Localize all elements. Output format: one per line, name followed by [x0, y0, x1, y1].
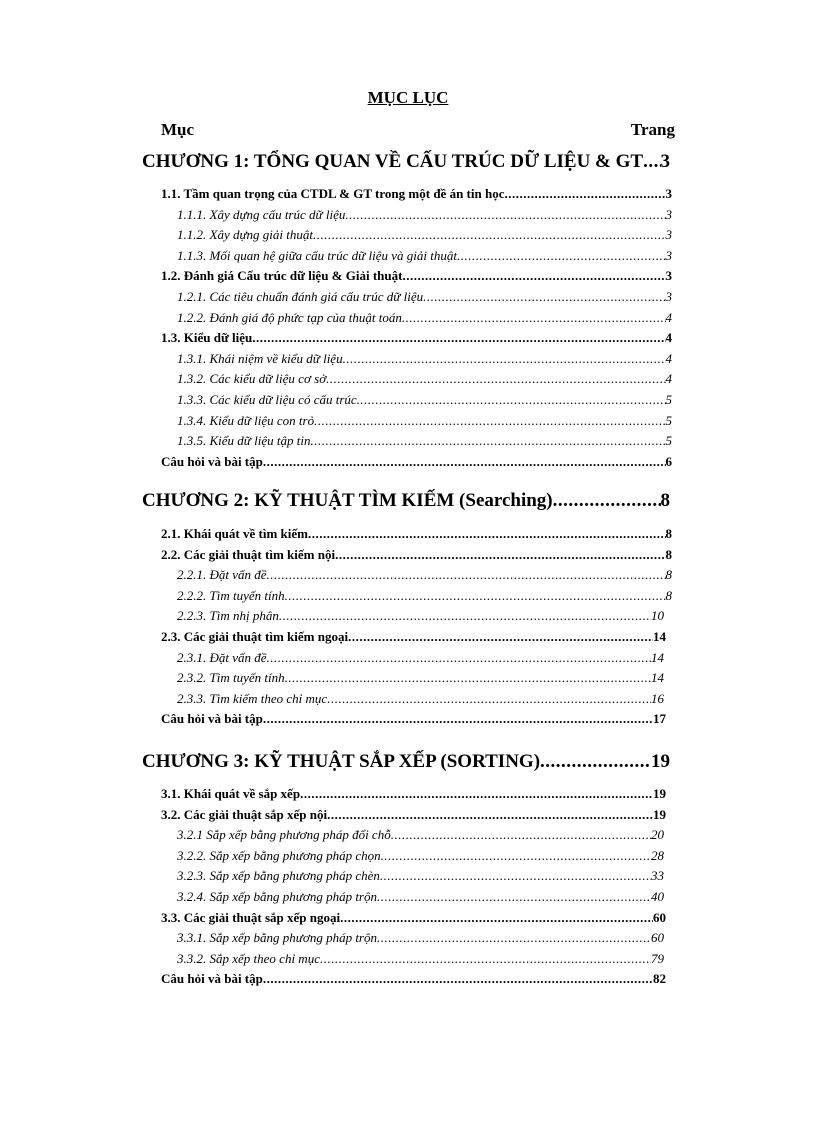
dot-leader: [643, 149, 660, 175]
toc-section-entry[interactable]: [161, 785, 666, 803]
toc-section-entry[interactable]: [161, 185, 672, 203]
entry-title: 1.1. Tầm quan trọng của CTDL & GT trong một đề án tin học: [161, 186, 505, 201]
toc-subsection-entry[interactable]: [177, 309, 672, 327]
entry-page-number: 16: [651, 690, 664, 706]
dot-leader: [391, 826, 651, 844]
entry-page-number: 4: [665, 309, 672, 325]
toc-title: MỤC LỤC: [367, 88, 449, 107]
dot-leader: [335, 546, 665, 564]
dot-leader: [340, 909, 653, 927]
dot-leader: [348, 628, 653, 646]
dot-leader: [457, 247, 666, 265]
entry-page-number: 3: [665, 247, 672, 263]
entry-title: 2.3. Các giải thuật tìm kiếm ngoại: [161, 629, 349, 644]
entry-page-number: 33: [651, 868, 664, 884]
toc-subsection-entry[interactable]: [177, 432, 672, 450]
toc-subsection-entry[interactable]: [177, 206, 672, 224]
dot-leader: [263, 970, 653, 988]
entry-title: 1.2. Đánh giá Cấu trúc dữ liệu & Giải thuật: [161, 268, 403, 284]
entry-page-number: 17: [653, 711, 666, 727]
entry-title: 2.3.3. Tìm kiếm theo chỉ mục: [177, 690, 328, 706]
entry-page-number: 79: [651, 950, 664, 966]
dot-leader: [310, 432, 665, 450]
dot-leader: [313, 226, 666, 244]
toc-subsection-entry[interactable]: [177, 391, 672, 409]
toc-subsection-entry[interactable]: [177, 826, 664, 844]
toc-section-entry[interactable]: [161, 546, 672, 564]
toc-subsection-entry[interactable]: [177, 867, 664, 885]
dot-leader: [553, 488, 661, 514]
dot-leader: [377, 929, 651, 947]
toc-subsection-entry[interactable]: [177, 370, 672, 388]
dot-leader: [279, 607, 651, 625]
dot-leader: [314, 412, 665, 430]
entry-page-number: 8: [665, 587, 672, 603]
entry-page-number: 4: [665, 371, 672, 387]
entry-title: 3.3.2. Sắp xếp theo chỉ mục: [177, 950, 320, 966]
toc-subsection-entry[interactable]: [177, 649, 664, 667]
dot-leader: [380, 867, 651, 885]
dot-leader: [345, 206, 665, 224]
dot-leader: [423, 288, 665, 306]
toc-chapter-1[interactable]: [142, 149, 670, 175]
column-header-section: Mục: [161, 120, 195, 139]
entry-page-number: 4: [665, 330, 672, 346]
dot-leader: [327, 806, 653, 824]
dot-leader: [320, 950, 651, 968]
chapter-page-number: 3: [660, 151, 670, 172]
entry-title: 1.2.1. Các tiêu chuẩn đánh giá cấu trúc dữ liệu: [177, 289, 424, 304]
entry-page-number: 40: [651, 889, 664, 904]
toc-section-entry[interactable]: [161, 329, 672, 347]
toc-subsection-entry[interactable]: [177, 888, 664, 906]
entry-page-number: 4: [665, 350, 672, 366]
entry-page-number: 19: [653, 786, 666, 801]
dot-leader: [402, 267, 665, 285]
entry-title: 3.1. Khái quát về sắp xếp: [161, 786, 301, 801]
toc-chapter-3[interactable]: [142, 749, 670, 775]
entry-title: 1.3.3. Các kiểu dữ liệu có cấu trúc: [177, 392, 357, 407]
entry-title: Câu hỏi và bài tập: [161, 453, 263, 469]
toc-subsection-entry[interactable]: [177, 412, 672, 430]
entry-page-number: 8: [665, 526, 672, 541]
toc-subsection-entry[interactable]: [177, 607, 664, 625]
toc-subsection-entry[interactable]: [177, 929, 664, 947]
dot-leader: [357, 391, 666, 409]
entry-title: 1.3.1. Khái niệm về kiểu dữ liệu: [177, 350, 343, 366]
entry-title: Câu hỏi và bài tập: [161, 711, 263, 727]
toc-subsection-entry[interactable]: [177, 566, 672, 584]
entry-page-number: 6: [665, 453, 672, 469]
entry-page-number: 10: [651, 608, 664, 624]
entry-title: 2.2.2. Tìm tuyến tính: [177, 587, 285, 603]
toc-subsection-entry[interactable]: [177, 950, 664, 968]
entry-title: 1.2.2. Đánh giá độ phức tạp của thuật toán: [177, 309, 402, 325]
toc-subsection-entry[interactable]: [177, 587, 672, 605]
entry-title: 2.2.1. Đặt vấn đề: [177, 567, 267, 583]
entry-title: 3.2.1 Sắp xếp bằng phương pháp đổi chỗ: [177, 827, 391, 843]
toc-subsection-entry[interactable]: [177, 247, 672, 265]
entry-page-number: 3: [665, 206, 672, 222]
entry-title: 2.3.2. Tìm tuyến tính: [177, 670, 285, 686]
entry-page-number: 19: [653, 806, 666, 822]
chapter-page-number: 8: [660, 490, 670, 511]
dot-leader: [377, 888, 651, 906]
entry-page-number: 3: [665, 227, 672, 243]
toc-section-entry[interactable]: [161, 453, 672, 471]
dot-leader: [326, 370, 665, 388]
dot-leader: [285, 587, 666, 605]
entry-page-number: 20: [651, 827, 664, 843]
entry-title: 2.1. Khái quát về tìm kiếm: [161, 526, 308, 541]
entry-title: 1.3.5. Kiểu dữ liệu tập tin: [177, 433, 311, 449]
dot-leader: [300, 785, 653, 803]
entry-title: 3.2.3. Sắp xếp bằng phương pháp chèn: [177, 868, 380, 884]
entry-page-number: 8: [665, 567, 672, 583]
entry-page-number: 5: [665, 433, 672, 449]
chapter-title: CHƯƠNG 2: KỸ THUẬT TÌM KIẾM (Searching): [142, 490, 553, 511]
entry-title: 1.1.3. Mối quan hệ giữa cấu trúc dữ liệu và giải thuật: [177, 247, 457, 263]
dot-leader: [402, 309, 666, 327]
entry-page-number: 82: [653, 971, 666, 987]
toc-subsection-entry[interactable]: [177, 288, 672, 306]
entry-title: 1.3. Kiểu dữ liệu: [161, 330, 253, 346]
chapter-title: CHƯƠNG 1: TỔNG QUAN VỀ CẤU TRÚC DỮ LIỆU & GT: [142, 151, 644, 172]
entry-page-number: 3: [665, 268, 672, 284]
entry-page-number: 60: [651, 930, 664, 946]
dot-leader: [263, 710, 653, 728]
dot-leader: [504, 185, 665, 203]
entry-page-number: 5: [665, 392, 672, 407]
column-header-page: Trang: [630, 120, 675, 139]
entry-title: 3.2.2. Sắp xếp bằng phương pháp chọn: [177, 847, 381, 863]
chapter-title: CHƯƠNG 3: KỸ THUẬT SẮP XẾP (SORTING): [142, 751, 541, 772]
dot-leader: [285, 669, 651, 687]
dot-leader: [381, 847, 651, 865]
entry-page-number: 3: [665, 186, 672, 201]
entry-page-number: 28: [651, 847, 664, 863]
toc-section-entry[interactable]: [161, 970, 666, 988]
toc-section-entry[interactable]: [161, 806, 666, 824]
toc-subsection-entry[interactable]: [177, 847, 664, 865]
dot-leader: [267, 566, 666, 584]
entry-title: 3.2. Các giải thuật sắp xếp nội: [161, 806, 328, 822]
dot-leader: [252, 329, 665, 347]
entry-page-number: 60: [653, 909, 666, 925]
dot-leader: [267, 649, 651, 667]
entry-title: Câu hỏi và bài tập: [161, 971, 263, 987]
entry-title: 1.1.1. Xây dựng cấu trúc dữ liệu: [177, 206, 346, 222]
toc-section-entry[interactable]: [161, 267, 672, 285]
entry-page-number: 14: [651, 670, 664, 686]
chapter-page-number: 19: [651, 751, 670, 772]
entry-title: 1.3.2. Các kiểu dữ liệu cơ sở: [177, 371, 327, 387]
toc-subsection-entry[interactable]: [177, 350, 672, 368]
entry-title: 1.1.2. Xây dựng giải thuật: [177, 227, 313, 243]
entry-title: 3.2.4. Sắp xếp bằng phương pháp trộn: [177, 889, 377, 904]
toc-subsection-entry[interactable]: [177, 226, 672, 244]
entry-page-number: 5: [665, 412, 672, 428]
dot-leader: [308, 525, 666, 543]
toc-section-entry[interactable]: [161, 909, 666, 927]
dot-leader: [263, 453, 666, 471]
dot-leader: [540, 749, 651, 775]
entry-title: 1.3.4. Kiểu dữ liệu con trỏ: [177, 412, 315, 428]
toc-section-entry[interactable]: [161, 525, 672, 543]
entry-title: 3.3. Các giải thuật sắp xếp ngoại: [161, 909, 341, 925]
entry-title: 2.2.3. Tìm nhị phân: [177, 608, 279, 624]
entry-page-number: 3: [665, 289, 672, 304]
toc-chapter-2[interactable]: [142, 488, 670, 514]
dot-leader: [343, 350, 666, 368]
entry-page-number: 14: [653, 629, 666, 644]
toc-section-entry[interactable]: [161, 628, 666, 646]
entry-title: 2.2. Các giải thuật tìm kiếm nội: [161, 546, 336, 562]
entry-title: 2.3.1. Đặt vấn đề: [177, 649, 267, 665]
dot-leader: [327, 690, 651, 708]
toc-subsection-entry[interactable]: [177, 690, 664, 708]
entry-title: 3.3.1. Sắp xếp bằng phương pháp trộn: [177, 930, 377, 946]
entry-page-number: 8: [665, 546, 672, 562]
toc-subsection-entry[interactable]: [177, 669, 664, 687]
toc-section-entry[interactable]: [161, 710, 666, 728]
entry-page-number: 14: [651, 649, 664, 665]
